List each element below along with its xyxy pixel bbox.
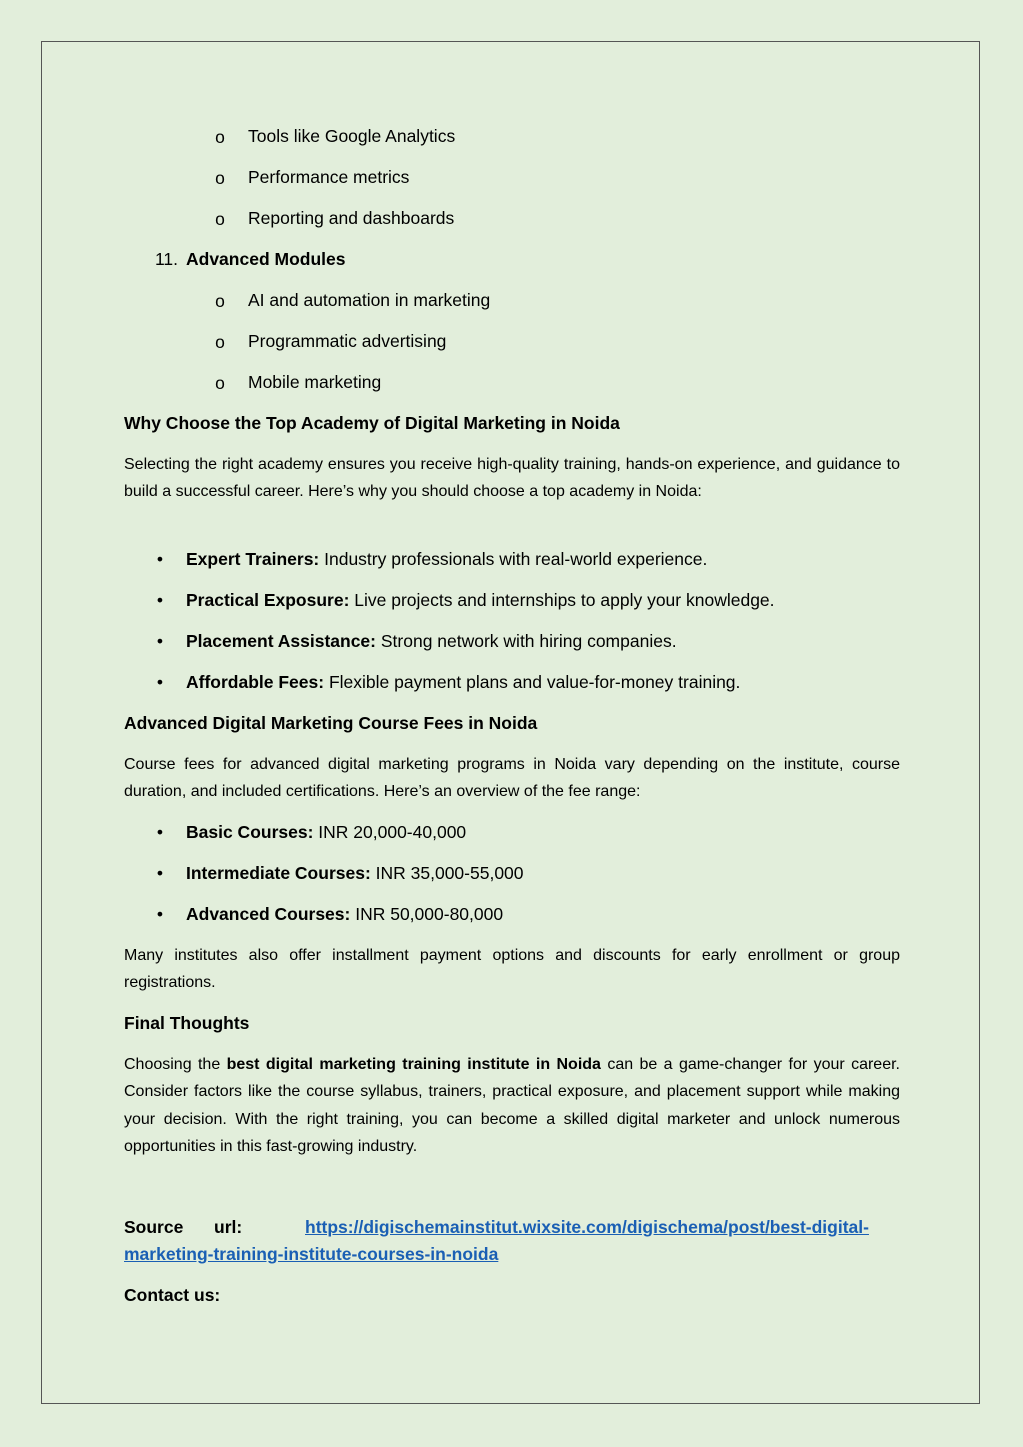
source-label-word2: url: bbox=[214, 1217, 243, 1237]
sub-item: Mobile marketing bbox=[248, 372, 382, 392]
sub-item: Reporting and dashboards bbox=[248, 208, 455, 228]
sub-item: Performance metrics bbox=[248, 167, 410, 187]
sub-bullet-icon: o bbox=[215, 127, 225, 147]
module-number: 11. bbox=[155, 249, 179, 269]
fees-paragraph: Course fees for advanced digital marketing programs in Noida vary depending on the institute, course duration, and included certifications. Here’s an overview of the fee range: bbox=[124, 756, 900, 801]
bullet-icon: • bbox=[156, 822, 164, 842]
bullet-icon: • bbox=[156, 904, 164, 924]
list-item: Affordable Fees: Flexible payment plans and value-for-money training. bbox=[186, 672, 741, 692]
bullet-icon: • bbox=[156, 863, 164, 883]
list-item: Basic Courses: INR 20,000-40,000 bbox=[186, 822, 467, 842]
module-title: Advanced Modules bbox=[186, 249, 346, 269]
sub-bullet-icon: o bbox=[215, 373, 225, 393]
why-paragraph: Selecting the right academy ensures you receive high-quality training, hands-on experience, and guidance to build a successful career. Here’s why you should choose a top academy in Noida: bbox=[124, 456, 900, 501]
final-highlight: best digital marketing training institute in Noida bbox=[226, 1056, 601, 1073]
bullet-icon: • bbox=[156, 590, 164, 610]
final-paragraph: Choosing the best digital marketing training institute in Noida can be a game-changer for your career. Consider factors like the course syllabus, trainers, practical exposure, and placement support while making your decision. With the right training, you can become a skilled digital marketer and unlock numerous opportunities in this fast-growing industry. bbox=[124, 1056, 900, 1155]
source-label-word1: Source bbox=[124, 1217, 184, 1237]
fees-note: Many institutes also offer installment payment options and discounts for early enrollment or group registrations. bbox=[124, 947, 900, 992]
bullet-icon: • bbox=[156, 631, 164, 651]
contact-label: Contact us: bbox=[124, 1285, 221, 1305]
bullet-icon: • bbox=[156, 672, 164, 692]
list-item: Placement Assistance: Strong network with hiring companies. bbox=[186, 631, 677, 651]
sub-bullet-icon: o bbox=[215, 291, 225, 311]
why-heading: Why Choose the Top Academy of Digital Marketing in Noida bbox=[124, 413, 620, 433]
sub-bullet-icon: o bbox=[215, 209, 225, 229]
source-url-link[interactable]: https://digischemainstitut.wixsite.com/digischema/post/best-digital- bbox=[305, 1217, 869, 1237]
sub-item: AI and automation in marketing bbox=[248, 290, 491, 310]
sub-item: Tools like Google Analytics bbox=[248, 126, 456, 146]
list-item: Expert Trainers: Industry professionals with real-world experience. bbox=[186, 549, 708, 569]
list-item: Intermediate Courses: INR 35,000-55,000 bbox=[186, 863, 524, 883]
sub-item: Programmatic advertising bbox=[248, 331, 447, 351]
final-heading: Final Thoughts bbox=[124, 1013, 250, 1033]
fees-heading: Advanced Digital Marketing Course Fees in Noida bbox=[124, 713, 538, 733]
sub-bullet-icon: o bbox=[215, 168, 225, 188]
bullet-icon: • bbox=[156, 549, 164, 569]
source-url-link-continued[interactable]: marketing-training-institute-courses-in-noida bbox=[124, 1244, 499, 1264]
list-item: Advanced Courses: INR 50,000-80,000 bbox=[186, 904, 504, 924]
sub-bullet-icon: o bbox=[215, 332, 225, 352]
list-item: Practical Exposure: Live projects and internships to apply your knowledge. bbox=[186, 590, 775, 610]
